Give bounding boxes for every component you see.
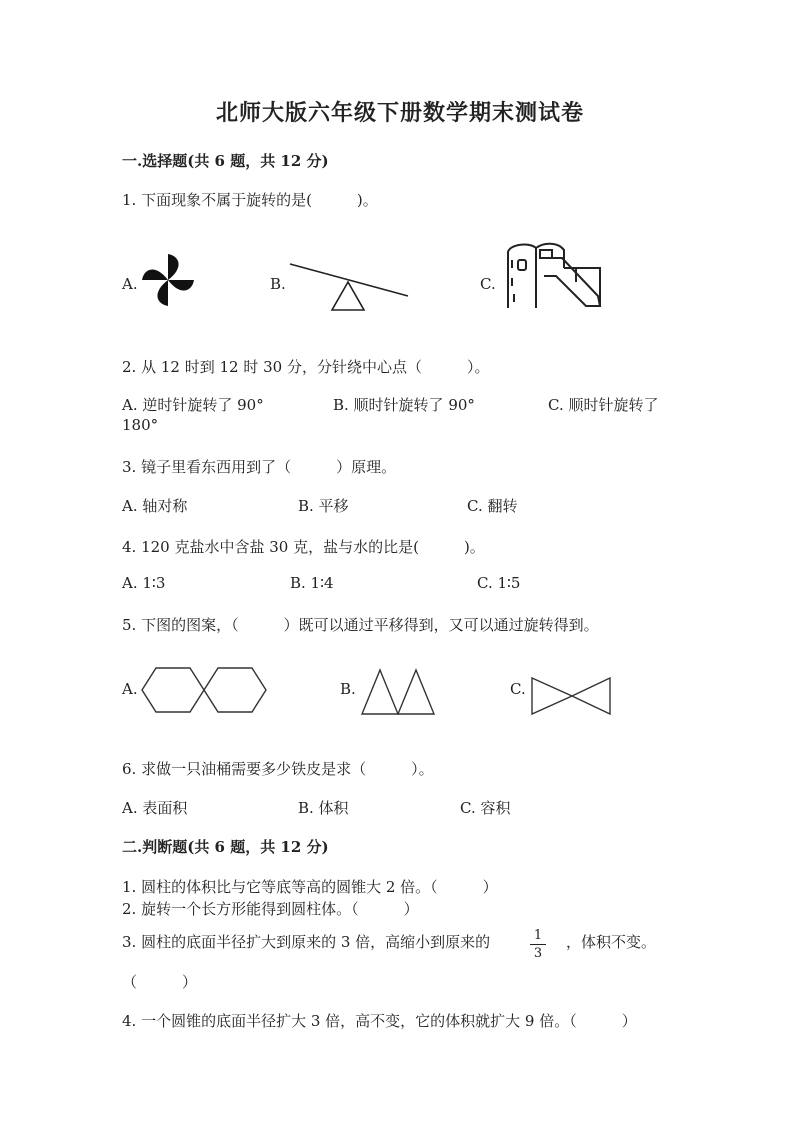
q4-option-c: C. 1∶5 — [477, 574, 521, 592]
q3-option-c: C. 翻转 — [467, 497, 518, 515]
judgement-4-text: 4. 一个圆锥的底面半径扩大 3 倍，高不变，它的体积就扩大 9 倍。（ ） — [122, 1012, 637, 1030]
q1-option-b-label: B. — [270, 275, 286, 293]
fraction-denominator: 3 — [533, 946, 543, 961]
q2-option-a: A. 逆时针旋转了 90° — [122, 396, 264, 414]
q2-option-b: B. 顺时针旋转了 90° — [333, 396, 475, 414]
fraction-bar — [530, 944, 546, 945]
q4-option-b: B. 1∶4 — [290, 574, 334, 592]
judgement-1-text: 1. 圆柱的体积比与它等底等高的圆锥大 2 倍。（ ） — [122, 878, 498, 896]
pinwheel-icon — [140, 252, 196, 308]
two-hexagons-icon — [140, 666, 268, 714]
judgement-2-text: 2. 旋转一个长方形能得到圆柱体。（ ） — [122, 900, 419, 918]
bowtie-icon — [530, 676, 614, 716]
q1-option-c-label: C. — [480, 275, 496, 293]
section-heading-choice: 一.选择题(共 6 题，共 12 分) — [122, 152, 329, 170]
q5-option-b-label: B. — [340, 680, 356, 698]
q5-option-a-label: A. — [122, 680, 138, 698]
q2-option-c-continued: 180° — [122, 416, 159, 434]
q3-option-a: A. 轴对称 — [122, 497, 188, 515]
slide-icon — [500, 238, 604, 314]
q2-option-c: C. 顺时针旋转了 — [548, 396, 659, 414]
question-2-text: 2. 从 12 时到 12 时 30 分，分针绕中心点（ ）。 — [122, 358, 490, 376]
seesaw-icon — [288, 260, 410, 314]
two-triangles-icon — [360, 668, 438, 716]
q4-option-a: A. 1∶3 — [122, 574, 166, 592]
question-4-text: 4. 120 克盐水中含盐 30 克，盐与水的比是( )。 — [122, 538, 485, 556]
page-title: 北师大版六年级下册数学期末测试卷 — [215, 100, 584, 126]
question-3-text: 3. 镜子里看东西用到了（ ）原理。 — [122, 458, 397, 476]
fraction-numerator: 1 — [533, 928, 543, 943]
question-5-text: 5. 下图的图案，（ ）既可以通过平移得到，又可以通过旋转得到。 — [122, 616, 599, 634]
judgement-3-paren: （ ） — [122, 973, 198, 991]
question-6-text: 6. 求做一只油桶需要多少铁皮是求（ ）。 — [122, 760, 434, 778]
section-heading-judgement: 二.判断题(共 6 题，共 12 分) — [122, 838, 329, 856]
q6-option-b: B. 体积 — [298, 799, 349, 817]
q6-option-a: A. 表面积 — [122, 799, 188, 817]
q3-option-b: B. 平移 — [298, 497, 349, 515]
q6-option-c: C. 容积 — [460, 799, 511, 817]
fraction-one-third — [530, 928, 546, 961]
q1-option-a-label: A. — [122, 275, 138, 293]
judgement-3-text-after: ，体积不变。 — [566, 933, 657, 951]
question-1-text: 1. 下面现象不属于旋转的是( )。 — [122, 191, 378, 209]
judgement-3-text: 3. 圆柱的底面半径扩大到原来的 3 倍，高缩小到原来的 — [122, 933, 491, 951]
q5-option-c-label: C. — [510, 680, 526, 698]
